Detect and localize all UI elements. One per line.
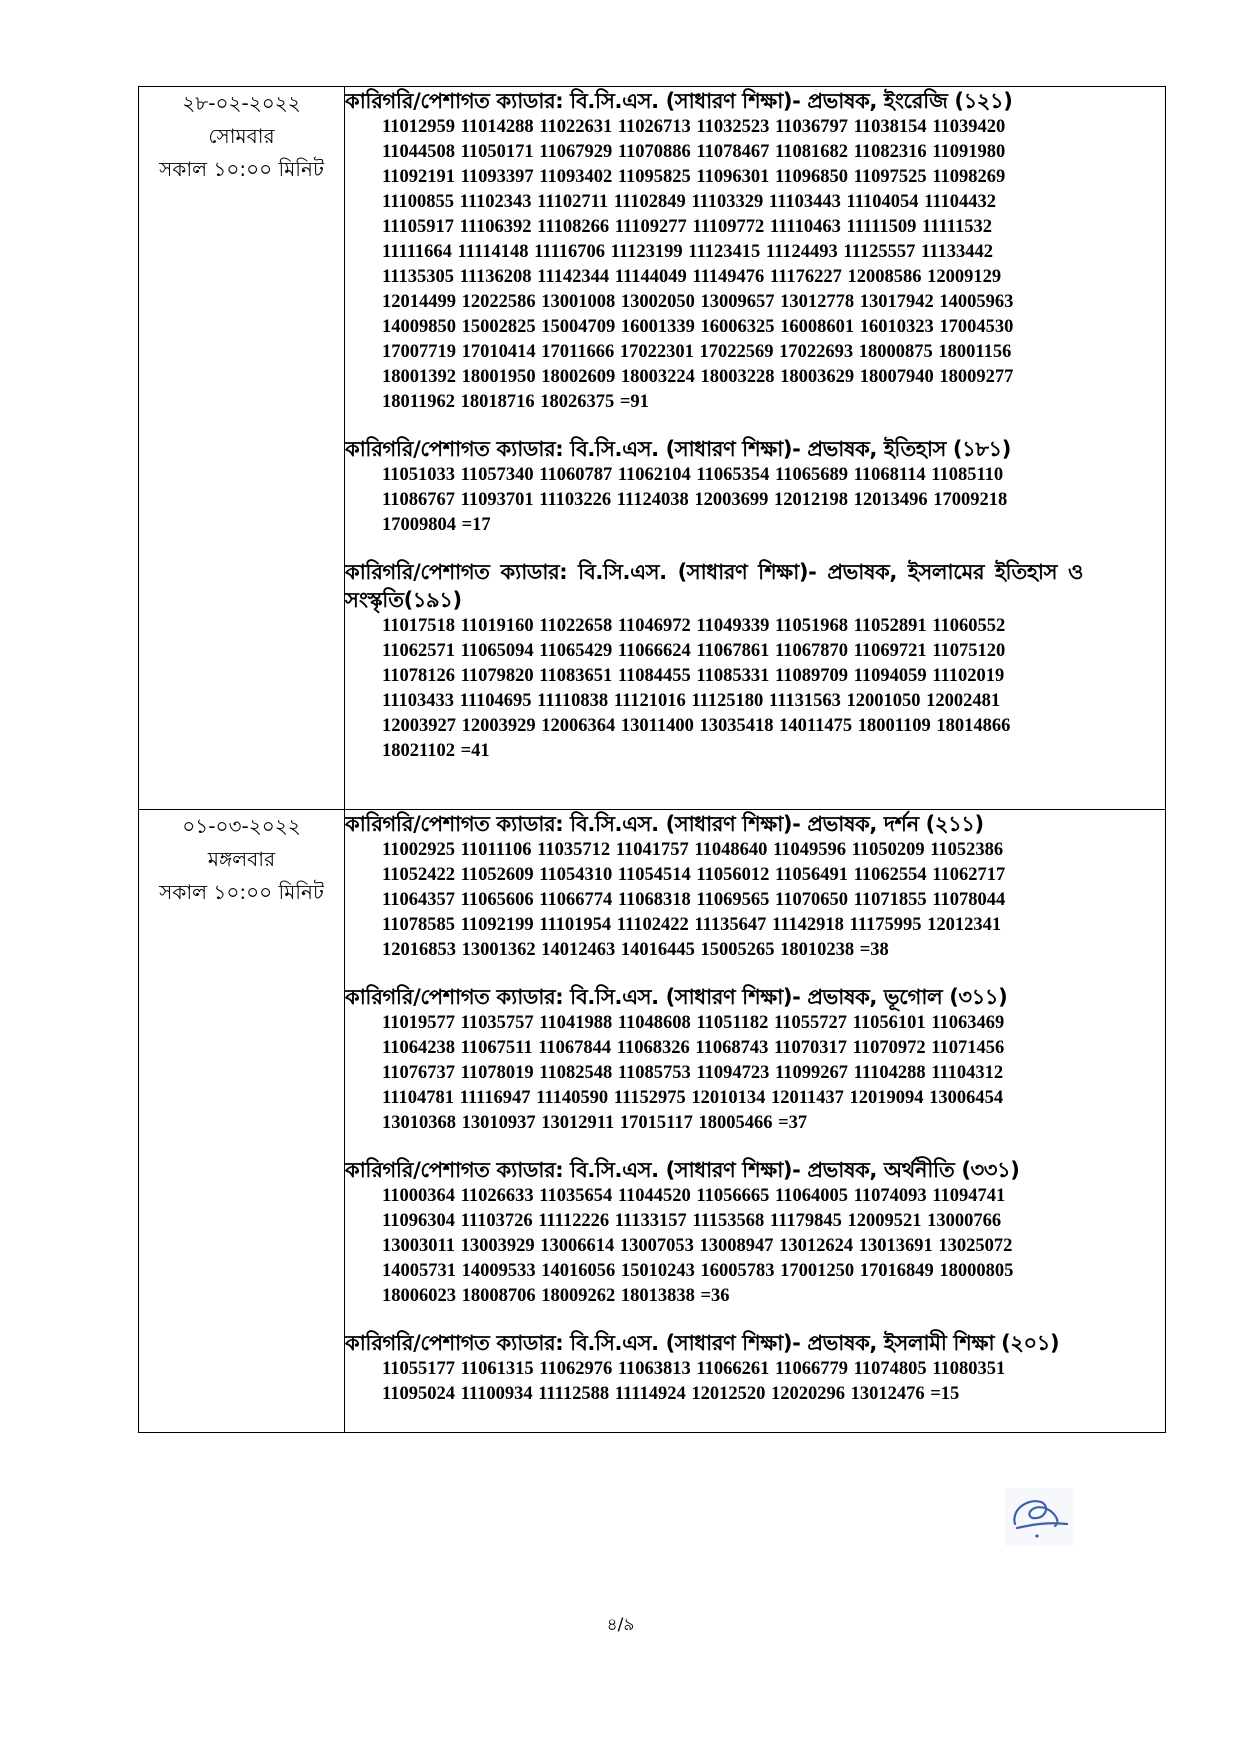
exam-date: ২৮-০২-২০২২ [182, 91, 301, 115]
roll-numbers-line: 14005731 14009533 14016056 15010243 16005783 17001250 17016849 18000805 [382, 1261, 1014, 1281]
roll-numbers-line: 11095024 11100934 11112588 11114924 12012520 12020296 13012476 =15 [382, 1384, 960, 1404]
exam-time: সকাল ১০:০০ মিনিট [159, 157, 324, 181]
subject-section [345, 1156, 1165, 1309]
date-cell [139, 810, 345, 1433]
subject-title: কারিগরি/পেশাগত ক্যাডার: বি.সি.এস. (সাধারণ শিক্ষা)- প্রভাষক, ইসলামের ইতিহাস ও সংস্কৃতি(১৯১) [345, 560, 1084, 612]
exam-day: সোমবার [208, 124, 275, 148]
subject-title: কারিগরি/পেশাগত ক্যাডার: বি.সি.এস. (সাধারণ শিক্ষা)- প্রভাষক, অর্থনীতি (৩৩১) [345, 1158, 1020, 1182]
roll-numbers-line: 11017518 11019160 11022658 11046972 11049339 11051968 11052891 11060552 [382, 616, 1006, 636]
roll-numbers-line: 11012959 11014288 11022631 11026713 11032523 11036797 11038154 11039420 [382, 117, 1006, 137]
roll-list [345, 463, 1165, 538]
exam-date: ০১-০৩-২০২২ [182, 814, 301, 838]
subject-section [345, 435, 1165, 538]
subject-title: কারিগরি/পেশাগত ক্যাডার: বি.সি.এস. (সাধারণ শিক্ষা)- প্রভাষক, দর্শন (২১১) [345, 812, 984, 836]
subject-title: কারিগরি/পেশাগত ক্যাডার: বি.সি.এস. (সাধারণ শিক্ষা)- প্রভাষক, ভূগোল (৩১১) [345, 985, 1008, 1009]
roll-numbers-line: 12016853 13001362 14012463 14016445 15005265 18010238 =38 [382, 940, 889, 960]
roll-numbers-line: 11105917 11106392 11108266 11109277 11109772 11110463 11111509 11111532 [382, 217, 992, 237]
roll-numbers-line: 11078585 11092199 11101954 11102422 11135647 11142918 11175995 12012341 [382, 915, 1002, 935]
schedule-table [138, 86, 1166, 1433]
roll-numbers-line: 11100855 11102343 11102711 11102849 11103329 11103443 11104054 11104432 [382, 192, 997, 212]
roll-numbers-line: 11103433 11104695 11110838 11121016 11125180 11131563 12001050 12002481 [382, 691, 1001, 711]
roll-numbers-line: 11135305 11136208 11142344 11144049 11149476 11176227 12008586 12009129 [382, 267, 1002, 287]
date-cell [139, 87, 345, 810]
roll-list [345, 115, 1165, 415]
roll-numbers-line: 11064238 11067511 11067844 11068326 11068743 11070317 11070972 11071456 [382, 1038, 1005, 1058]
roll-numbers-line: 11111664 11114148 11116706 11123199 11123415 11124493 11125557 11133442 [382, 242, 993, 262]
page-number: ৪/৯ [606, 1615, 635, 1635]
subject-title: কারিগরি/পেশাগত ক্যাডার: বি.সি.এস. (সাধারণ শিক্ষা)- প্রভাষক, ইতিহাস (১৮১) [345, 437, 1011, 461]
subject-title: কারিগরি/পেশাগত ক্যাডার: বি.সি.এস. (সাধারণ শিক্ষা)- প্রভাষক, ইসলামী শিক্ষা (২০১) [345, 1331, 1060, 1355]
roll-numbers-line: 11086767 11093701 11103226 11124038 12003699 12012198 12013496 17009218 [382, 490, 1008, 510]
roll-numbers-line: 11000364 11026633 11035654 11044520 11056665 11064005 11074093 11094741 [382, 1186, 1006, 1206]
subject-title: কারিগরি/পেশাগত ক্যাডার: বি.সি.এস. (সাধারণ শিক্ষা)- প্রভাষক, ইংরেজি (১২১) [345, 89, 1013, 113]
roll-numbers-line: 13003011 13003929 13006614 13007053 13008947 13012624 13013691 13025072 [382, 1236, 1013, 1256]
subject-section [345, 1329, 1165, 1407]
roll-numbers-line: 18021102 =41 [382, 741, 490, 761]
roll-numbers-line: 11062571 11065094 11065429 11066624 11067861 11067870 11069721 11075120 [382, 641, 1006, 661]
roll-list [345, 1357, 1165, 1407]
roll-numbers-line: 17007719 17010414 17011666 17022301 17022569 17022693 18000875 18001156 [382, 342, 1012, 362]
exam-time: সকাল ১০:০০ মিনিট [159, 880, 324, 904]
roll-numbers-line: 18011962 18018716 18026375 =91 [382, 392, 649, 412]
roll-list [345, 838, 1165, 963]
roll-list [345, 1011, 1165, 1136]
signature-icon [1005, 1488, 1073, 1546]
roll-numbers-line: 18006023 18008706 18009262 18013838 =36 [382, 1286, 730, 1306]
roll-list [345, 1184, 1165, 1309]
roll-numbers-line: 12014499 12022586 13001008 13002050 13009657 13012778 13017942 14005963 [382, 292, 1014, 312]
sections-cell [345, 87, 1166, 810]
roll-numbers-line: 11002925 11011106 11035712 11041757 11048640 11049596 11050209 11052386 [382, 840, 1004, 860]
roll-numbers-line: 14009850 15002825 15004709 16001339 16006325 16008601 16010323 17004530 [382, 317, 1014, 337]
schedule-row [139, 87, 1166, 810]
exam-day: মঙ্গলবার [207, 847, 276, 871]
roll-numbers-line: 11055177 11061315 11062976 11063813 11066261 11066779 11074805 11080351 [382, 1359, 1006, 1379]
subject-section [345, 87, 1165, 415]
schedule-row [139, 810, 1166, 1433]
roll-numbers-line: 11092191 11093397 11093402 11095825 11096301 11096850 11097525 11098269 [382, 167, 1006, 187]
roll-numbers-line: 11052422 11052609 11054310 11054514 11056012 11056491 11062554 11062717 [382, 865, 1006, 885]
subject-section [345, 558, 1165, 764]
roll-numbers-line: 11104781 11116947 11140590 11152975 12010134 12011437 12019094 13006454 [382, 1088, 1004, 1108]
roll-numbers-line: 11078126 11079820 11083651 11084455 11085331 11089709 11094059 11102019 [382, 666, 1005, 686]
roll-numbers-line: 11076737 11078019 11082548 11085753 11094723 11099267 11104288 11104312 [382, 1063, 1004, 1083]
subject-section [345, 983, 1165, 1136]
roll-numbers-line: 18001392 18001950 18002609 18003224 18003228 18003629 18007940 18009277 [382, 367, 1014, 387]
sections-cell [345, 810, 1166, 1433]
roll-numbers-line: 11044508 11050171 11067929 11070886 11078467 11081682 11082316 11091980 [382, 142, 1006, 162]
roll-numbers-line: 13010368 13010937 13012911 17015117 18005466 =37 [382, 1113, 808, 1133]
roll-numbers-line: 11019577 11035757 11041988 11048608 11051182 11055727 11056101 11063469 [382, 1013, 1005, 1033]
roll-numbers-line: 11064357 11065606 11066774 11068318 11069565 11070650 11071855 11078044 [382, 890, 1006, 910]
roll-numbers-line: 11051033 11057340 11060787 11062104 11065354 11065689 11068114 11085110 [382, 465, 1004, 485]
roll-list [345, 614, 1165, 764]
subject-section [345, 810, 1165, 963]
roll-numbers-line: 17009804 =17 [382, 515, 491, 535]
roll-numbers-line: 12003927 12003929 12006364 13011400 13035418 14011475 18001109 18014866 [382, 716, 1011, 736]
roll-numbers-line: 11096304 11103726 11112226 11133157 11153568 11179845 12009521 13000766 [382, 1211, 1002, 1231]
